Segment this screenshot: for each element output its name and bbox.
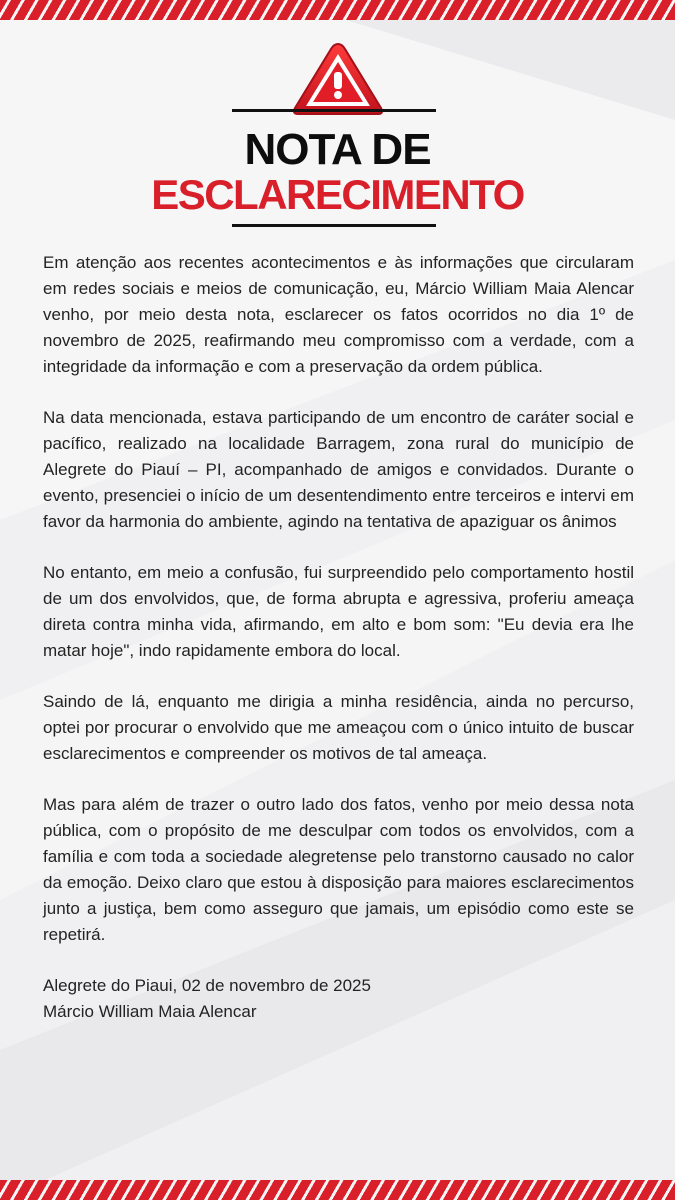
signature-place-date: Alegrete do Piaui, 02 de novembro de 2025: [43, 976, 371, 995]
warning-triangle-icon: [290, 40, 386, 118]
title-rule-top: [232, 109, 436, 112]
paragraph-4: Saindo de lá, enquanto me dirigia a minha residência, ainda no percurso, optei por procurar o envolvido que me ameaçou com o único intuito de buscar esclarecimentos e compreender os motivos de tal ameaça.: [43, 692, 634, 763]
paragraph-3: No entanto, em meio a confusão, fui surpreendido pelo comportamento hostil de um dos envolvidos, que, de forma abrupta e agressiva, proferiu ameaça direta contra minha vida, afirmando, em alto e bom som: "Eu devia era lhe matar hoje", indo rapidamente embora do local.: [43, 563, 634, 660]
note-body: [43, 250, 634, 1025]
signature-block: [43, 973, 634, 1025]
title-rule-bottom: [232, 224, 436, 227]
top-stripe-band: [0, 0, 675, 20]
page-title-line-1: NOTA DE: [244, 125, 431, 174]
paragraph-1: Em atenção aos recentes acontecimentos e às informações que circularam em redes sociais e meios de comunicação, eu, Márcio William Maia Alencar venho, por meio desta nota, esclarecer os fatos ocorridos no dia 1º de novembro de 2025, reafirmando meu compromisso com a verdade, com a integridade da informação e com a preservação da ordem pública.: [43, 253, 634, 376]
page-title-line-2: ESCLARECIMENTO: [151, 171, 524, 218]
signature-name: Márcio William Maia Alencar: [43, 1002, 257, 1021]
paragraph-2: Na data mencionada, estava participando de um encontro de caráter social e pacífico, realizado na localidade Barragem, zona rural do município de Alegrete do Piauí – PI, acompanhado de amigos e convidados. Durante o evento, presenciei o início de um desentendimento entre terceiros e intervi em favor da harmonia do ambiente, agindo na tentativa de apaziguar os ânimos: [43, 408, 634, 531]
document-header: [0, 40, 675, 240]
paragraph-5: Mas para além de trazer o outro lado dos fatos, venho por meio dessa nota pública, com o propósito de me desculpar com todos os envolvidos, com a família e com toda a sociedade alegretense pelo transtorno causado no calor da emoção. Deixo claro que estou à disposição para maiores esclarecimentos junto a justiça, bem como asseguro que jamais, um episódio como este se repetirá.: [43, 795, 634, 944]
bottom-stripe-band: [0, 1180, 675, 1200]
